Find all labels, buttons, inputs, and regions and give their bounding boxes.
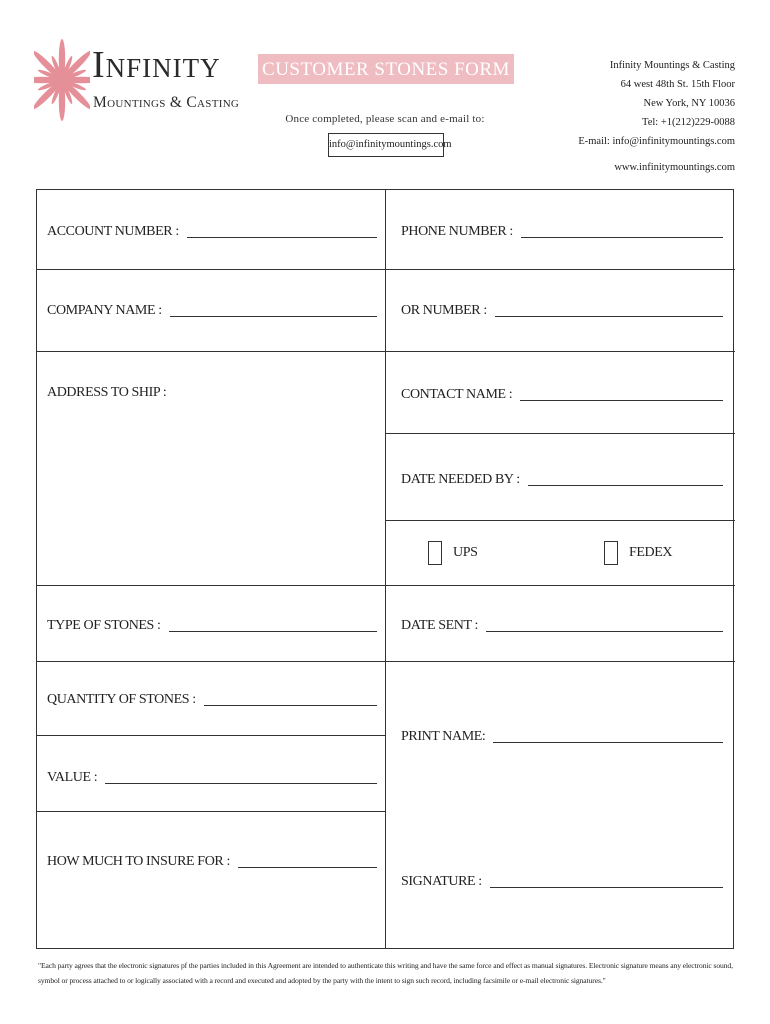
contact-name-input[interactable] (520, 400, 723, 401)
company-name-field[interactable] (47, 299, 377, 319)
account-number-field[interactable] (47, 220, 377, 240)
insure-amount-field[interactable] (47, 850, 377, 870)
type-of-stones-field[interactable] (47, 614, 377, 634)
company-name-label: COMPANY NAME : (47, 303, 162, 318)
ups-checkbox[interactable] (428, 541, 442, 565)
row-divider (385, 433, 735, 434)
address-to-ship-input[interactable] (41, 410, 381, 582)
date-sent-input[interactable] (486, 631, 723, 632)
submit-email[interactable]: info@infinitymountings.com (328, 133, 444, 157)
address-line: Infinity Mountings & Casting (609, 60, 735, 71)
or-number-input[interactable] (495, 316, 723, 317)
date-sent-field[interactable] (401, 614, 723, 634)
value-label: VALUE : (47, 770, 98, 785)
print-name-field[interactable] (401, 725, 723, 745)
account-number-input[interactable] (187, 237, 377, 238)
ups-label: UPS (453, 545, 478, 560)
type-of-stones-label: TYPE OF STONES : (47, 618, 161, 633)
instructions: Once completed, please scan and e-mail to: (285, 113, 485, 125)
row-divider (37, 585, 735, 586)
contact-name-field[interactable] (401, 383, 723, 403)
type-of-stones-input[interactable] (169, 631, 377, 632)
address-line: 64 west 48th St. 15th Floor (620, 79, 735, 90)
column-divider (385, 190, 386, 948)
website-link[interactable]: www.infinitymountings.com (614, 162, 735, 173)
infinity-logo-icon (34, 38, 90, 122)
company-name-input[interactable] (170, 316, 377, 317)
phone-number-field[interactable] (401, 220, 723, 240)
address-line: New York, NY 10036 (643, 98, 735, 109)
company-address (578, 56, 735, 151)
or-number-field[interactable] (401, 299, 723, 319)
customer-stones-form (36, 189, 734, 949)
row-divider (37, 811, 385, 812)
account-number-label: ACCOUNT NUMBER : (47, 224, 179, 239)
quantity-of-stones-field[interactable] (47, 688, 377, 708)
footer-legal-note: "Each party agrees that the electronic signatures pf the parties included in this Agreement are intended to authenticate this writing and have the same force and effect as manual signatures. Electronic signature means any electronic sound, symbol or process attached to or logically associated with a record and executed and adopted by the party with the intent to sign such record, including facsimile or e-mail electronic signatures." (38, 961, 733, 985)
date-needed-by-input[interactable] (528, 485, 723, 486)
print-name-input[interactable] (493, 742, 723, 743)
form-title: CUSTOMER STONES FORM (258, 54, 514, 84)
signature-input[interactable] (490, 887, 723, 888)
quantity-of-stones-input[interactable] (204, 705, 377, 706)
signature-field[interactable] (401, 870, 723, 890)
address-email: E-mail: info@infinitymountings.com (578, 136, 735, 147)
row-divider (37, 269, 735, 270)
or-number-label: OR NUMBER : (401, 303, 487, 318)
fedex-checkbox[interactable] (604, 541, 618, 565)
brand-subtitle: Mountings & Casting (93, 94, 240, 111)
contact-name-label: CONTACT NAME : (401, 387, 513, 402)
signature-label: SIGNATURE : (401, 874, 482, 889)
phone-number-label: PHONE NUMBER : (401, 224, 513, 239)
insure-amount-input[interactable] (238, 867, 377, 868)
fedex-label: FEDEX (629, 545, 673, 560)
brand-name: Infinity (92, 44, 221, 86)
row-divider (37, 661, 735, 662)
value-input[interactable] (105, 783, 377, 784)
address-to-ship-label: ADDRESS TO SHIP : (47, 385, 167, 400)
row-divider (37, 735, 385, 736)
address-phone: Tel: +1(212)229-0088 (642, 117, 735, 128)
print-name-label: PRINT NAME: (401, 729, 486, 744)
row-divider (385, 520, 735, 521)
value-field[interactable] (47, 766, 377, 786)
row-divider (37, 351, 735, 352)
phone-number-input[interactable] (521, 237, 723, 238)
date-needed-by-field[interactable] (401, 468, 723, 488)
quantity-of-stones-label: QUANTITY OF STONES : (47, 692, 196, 707)
insure-amount-label: HOW MUCH TO INSURE FOR : (47, 854, 230, 869)
date-sent-label: DATE SENT : (401, 618, 479, 633)
date-needed-by-label: DATE NEEDED BY : (401, 472, 520, 487)
